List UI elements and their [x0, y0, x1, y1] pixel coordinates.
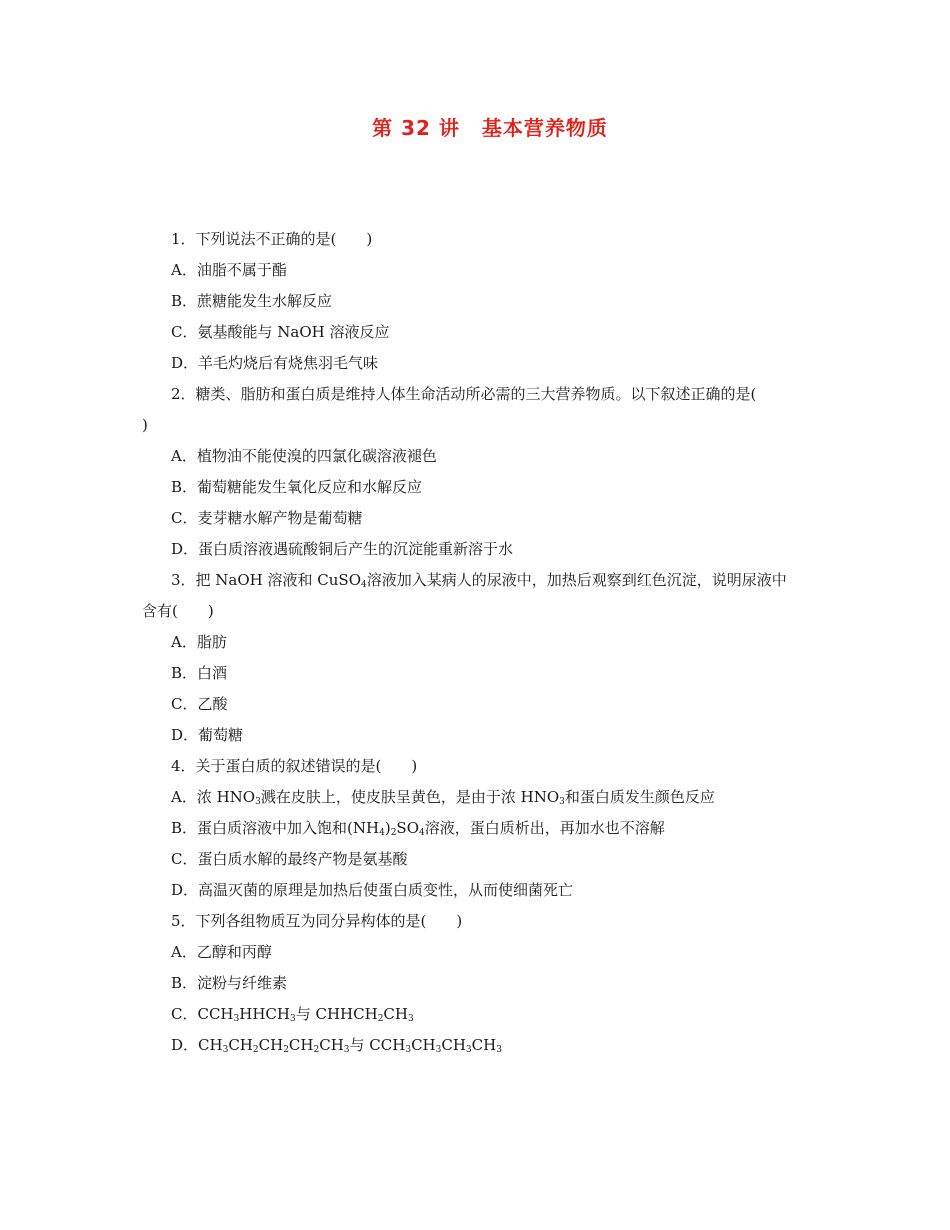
question-2-option-a: A．植物油不能使溴的四氯化碳溶液褪色 — [171, 447, 437, 465]
question-4-stem: 4．关于蛋白质的叙述错误的是( ) — [171, 757, 418, 775]
question-1-option-a: A．油脂不属于酯 — [171, 261, 287, 279]
lesson-number: 第 32 讲 — [372, 116, 460, 140]
question-2-option-d: D．蛋白质溶液遇硫酸铜后产生的沉淀能重新溶于水 — [171, 540, 514, 558]
page-title — [0, 112, 950, 141]
question-5-option-c: C．$CCH_3HHCH_3$与 $CHHCH_2CH_3$ — [171, 1005, 414, 1024]
question-5-option-b: B．淀粉与纤维素 — [171, 974, 288, 992]
question-2-option-b: B．葡萄糖能发生氧化反应和水解反应 — [171, 478, 423, 496]
question-3-stem-continued: 含有( ) — [142, 602, 214, 620]
question-1-option-c: C．氨基酸能与 NaOH 溶液反应 — [171, 323, 390, 341]
question-3-option-a: A．脂肪 — [171, 633, 227, 651]
question-3-option-d: D．葡萄糖 — [171, 726, 244, 744]
question-5-option-a: A．乙醇和丙醇 — [171, 943, 272, 961]
question-3-stem: 3．把 NaOH 溶液和 CuSO$_4$溶液加入某病人的尿液中，加热后观察到红色沉淀，说明尿液中 — [171, 571, 787, 590]
question-4-option-d: D．高温灭菌的原理是加热后使蛋白质变性，从而使细菌死亡 — [171, 881, 574, 899]
question-2-stem-continued: ) — [142, 416, 148, 434]
question-4-option-b: B．蛋白质溶液中加入饱和$(NH_4)_2SO_4$溶液，蛋白质析出，再加水也不溶解 — [171, 819, 665, 838]
question-1-option-d: D．羊毛灼烧后有烧焦羽毛气味 — [171, 354, 379, 372]
question-1-option-b: B．蔗糖能发生水解反应 — [171, 292, 333, 310]
question-4-option-a: A．浓 $HNO_3$溅在皮肤上，使皮肤呈黄色，是由于浓 $HNO_3$和蛋白质发生颜色反应 — [171, 788, 715, 807]
question-2-option-c: C．麦芽糖水解产物是葡萄糖 — [171, 509, 363, 527]
question-4-option-c: C．蛋白质水解的最终产物是氨基酸 — [171, 850, 408, 868]
question-2-stem: 2．糖类、脂肪和蛋白质是维持人体生命活动所必需的三大营养物质。以下叙述正确的是( — [171, 385, 757, 403]
question-3-option-b: B．白酒 — [171, 664, 228, 682]
lesson-topic: 基本营养物质 — [481, 116, 608, 140]
question-3-option-c: C．乙酸 — [171, 695, 228, 713]
question-list — [142, 224, 812, 1061]
question-5-option-d: D．$CH_3CH_2CH_2CH_2CH_3$与 $CCH_3CH_3CH_3CH_3$ — [171, 1036, 502, 1055]
question-1-stem: 1．下列说法不正确的是( ) — [171, 230, 373, 248]
question-5-stem: 5．下列各组物质互为同分异构体的是( ) — [171, 912, 463, 930]
